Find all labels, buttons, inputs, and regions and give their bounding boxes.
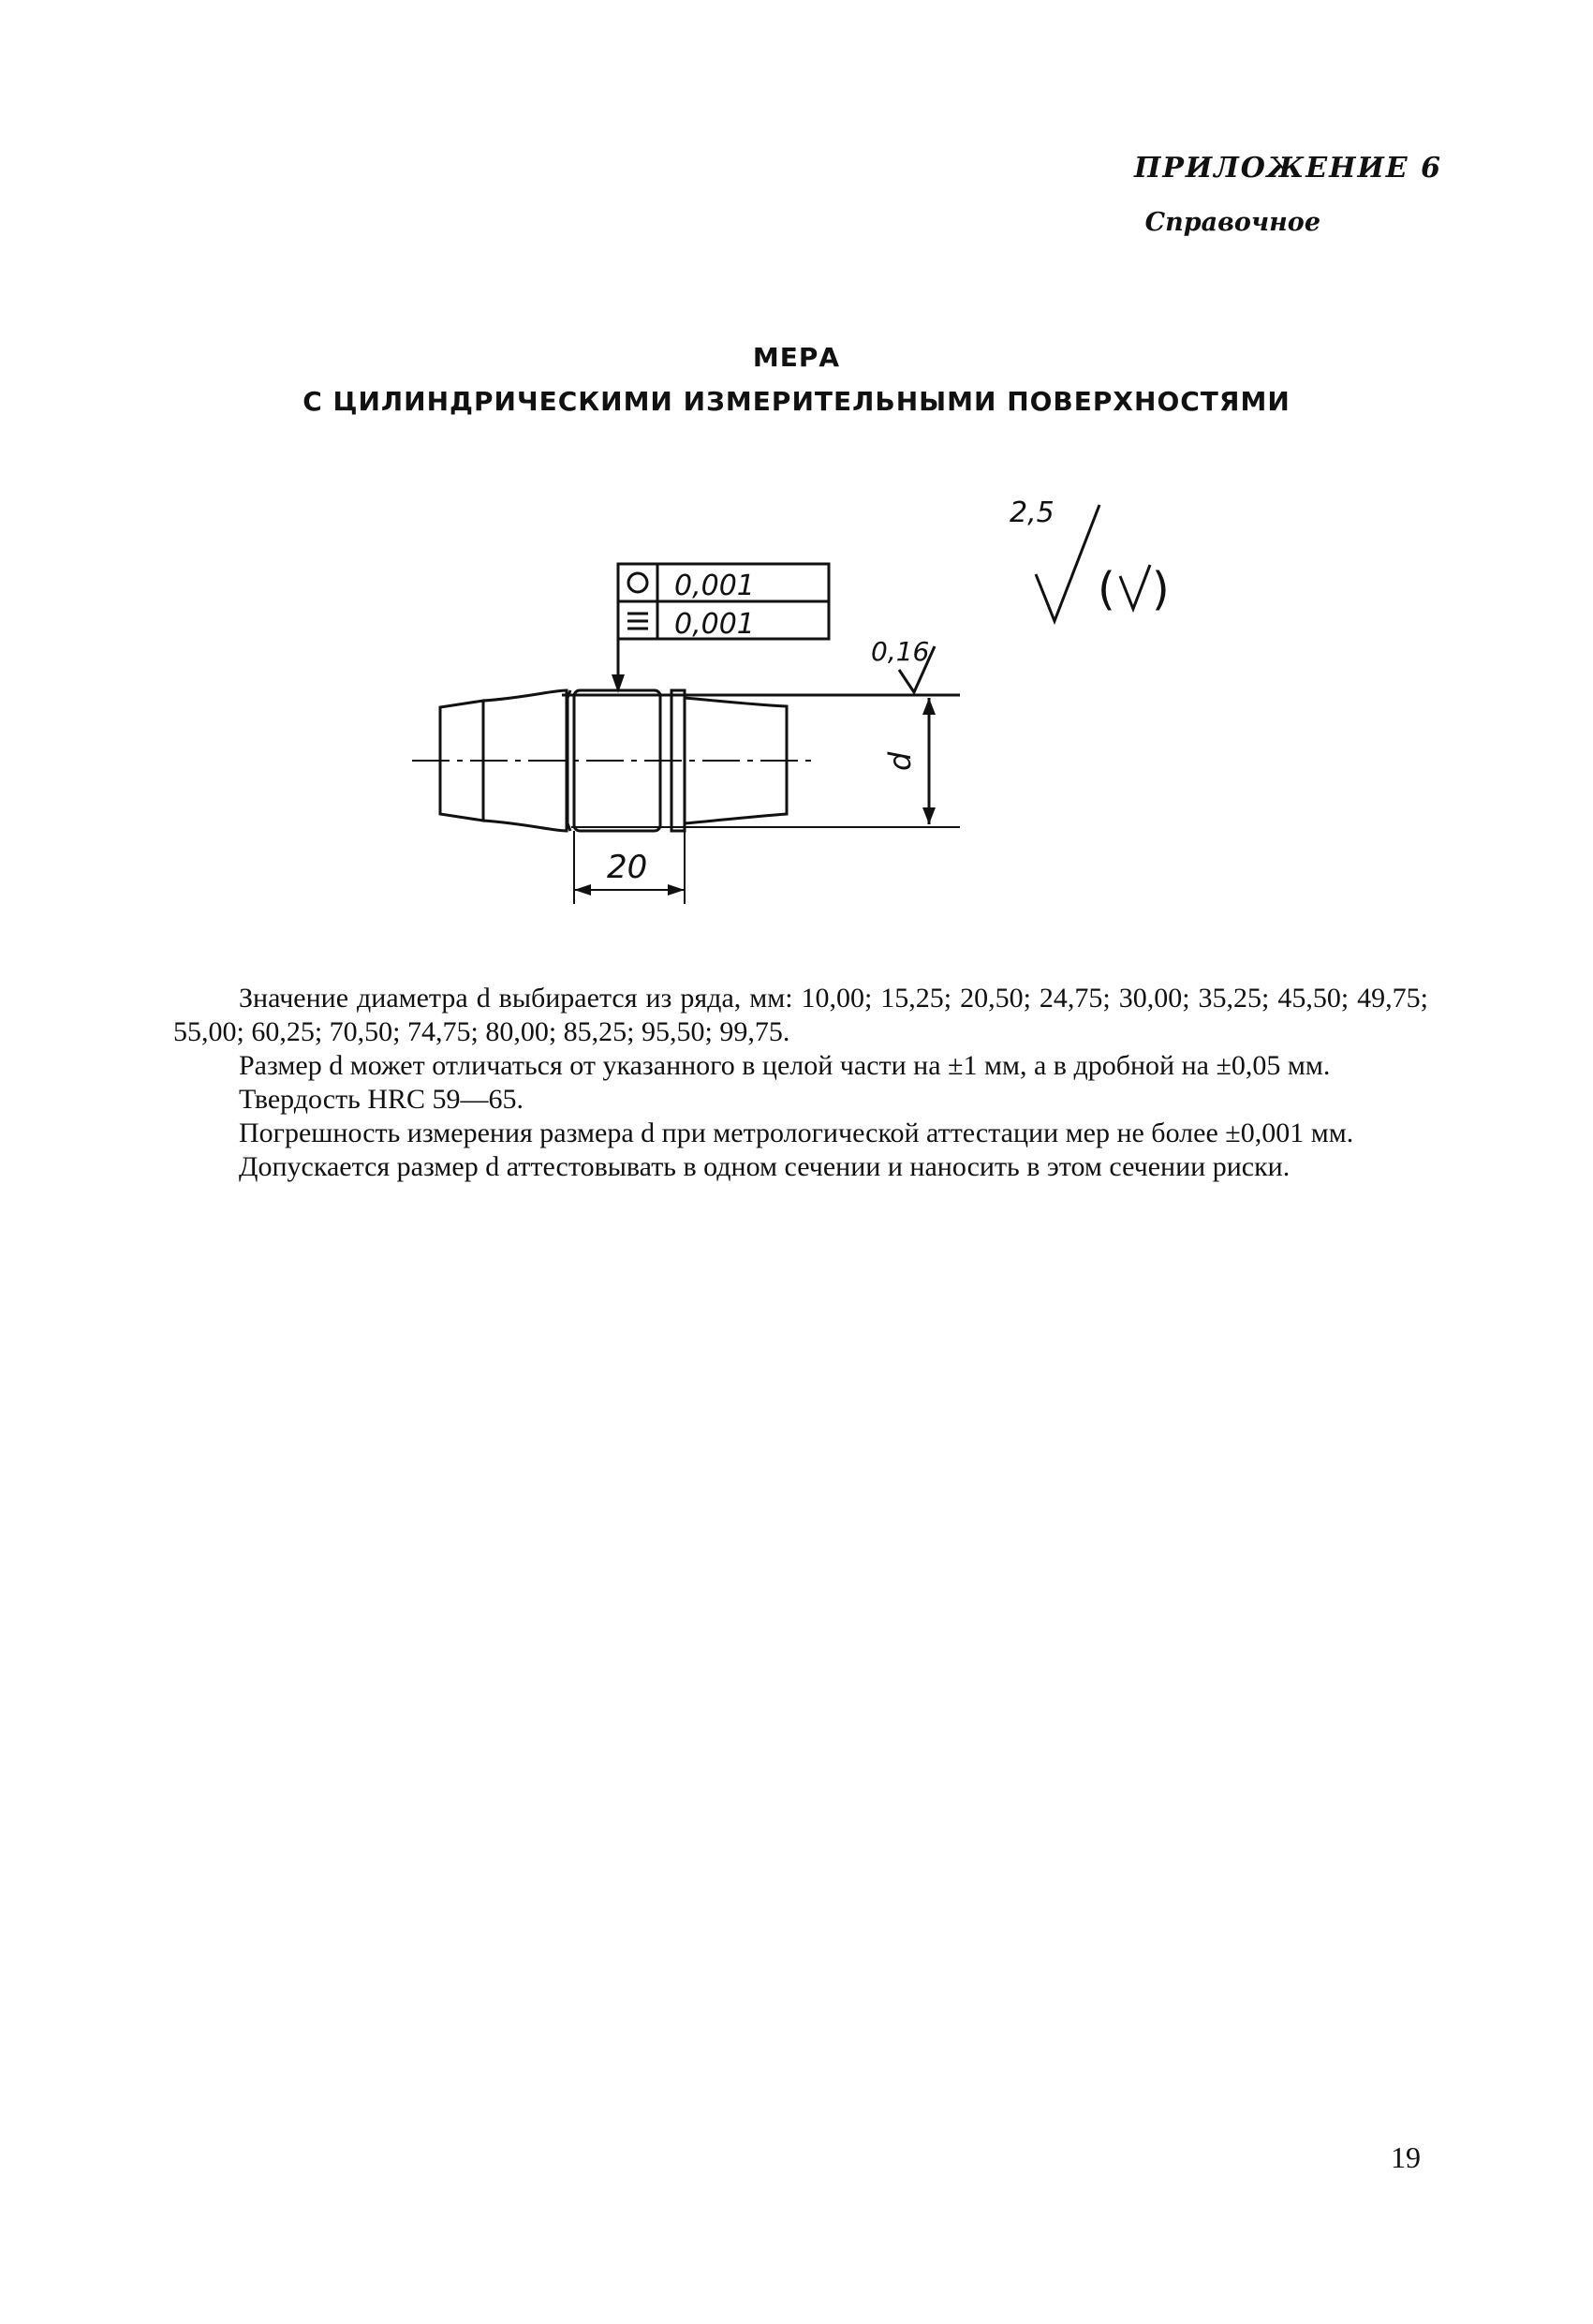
- length-dimension-label: 20: [607, 849, 648, 886]
- surface-roughness-symbol: [871, 636, 935, 692]
- tolerance-roundness-value: 0,001: [674, 570, 755, 602]
- appendix-label: ПРИЛОЖЕНИЕ 6: [1133, 152, 1442, 185]
- paragraph-certification: Допускается размер d аттестовывать в одном сечении и наносить в этом сечении риски.: [239, 1151, 1291, 1182]
- page-title-line-1: МЕРА: [752, 342, 841, 373]
- page-number: 19: [1391, 2140, 1421, 2174]
- tolerance-cylindricity-value: 0,001: [674, 608, 755, 641]
- technical-drawing: [393, 473, 1236, 946]
- surface-roughness-value: 0,16: [871, 636, 930, 667]
- diameter-dimension: [882, 698, 936, 824]
- body-text: [173, 982, 1428, 1184]
- diameter-dimension-label: d: [882, 751, 918, 771]
- paragraph-diameter-series: Значение диаметра d выбирается из ряда, мм: 10,00; 15,25; 20,50; 24,75; 30,00; 35,25; 45,50; 49,75; 55,00; 60,25; 70,50; 74,75; 80,00; 85,25; 95,50; 99,75.: [173, 983, 1428, 1047]
- page-title-line-2: С ЦИЛИНДРИЧЕСКИМИ ИЗМЕРИТЕЛЬНЫМИ ПОВЕРХНОСТЯМИ: [302, 386, 1291, 417]
- length-dimension: [574, 831, 685, 904]
- tolerance-frame: [612, 564, 829, 693]
- roughness-bracket-right: ): [1152, 563, 1170, 615]
- reference-label: Справочное: [1144, 208, 1320, 237]
- cylindricity-icon: [627, 614, 648, 629]
- paragraph-hardness: Твердость HRC 59—65.: [239, 1084, 524, 1115]
- roughness-bracket-left: (: [1098, 563, 1115, 615]
- paragraph-measurement-error: Погрешность измерения размера d при метрологической аттестации мер не более ±0,001 мм.: [239, 1118, 1354, 1148]
- paragraph-diameter-deviation: Размер d может отличаться от указанного в целой части на ±1 мм, а в дробной на ±0,05 мм.: [239, 1050, 1331, 1081]
- roundness-icon: [628, 573, 647, 592]
- measure-part: [412, 690, 960, 831]
- roughness-general-symbol: [1010, 496, 1170, 621]
- roughness-general-value: 2,5: [1010, 496, 1055, 529]
